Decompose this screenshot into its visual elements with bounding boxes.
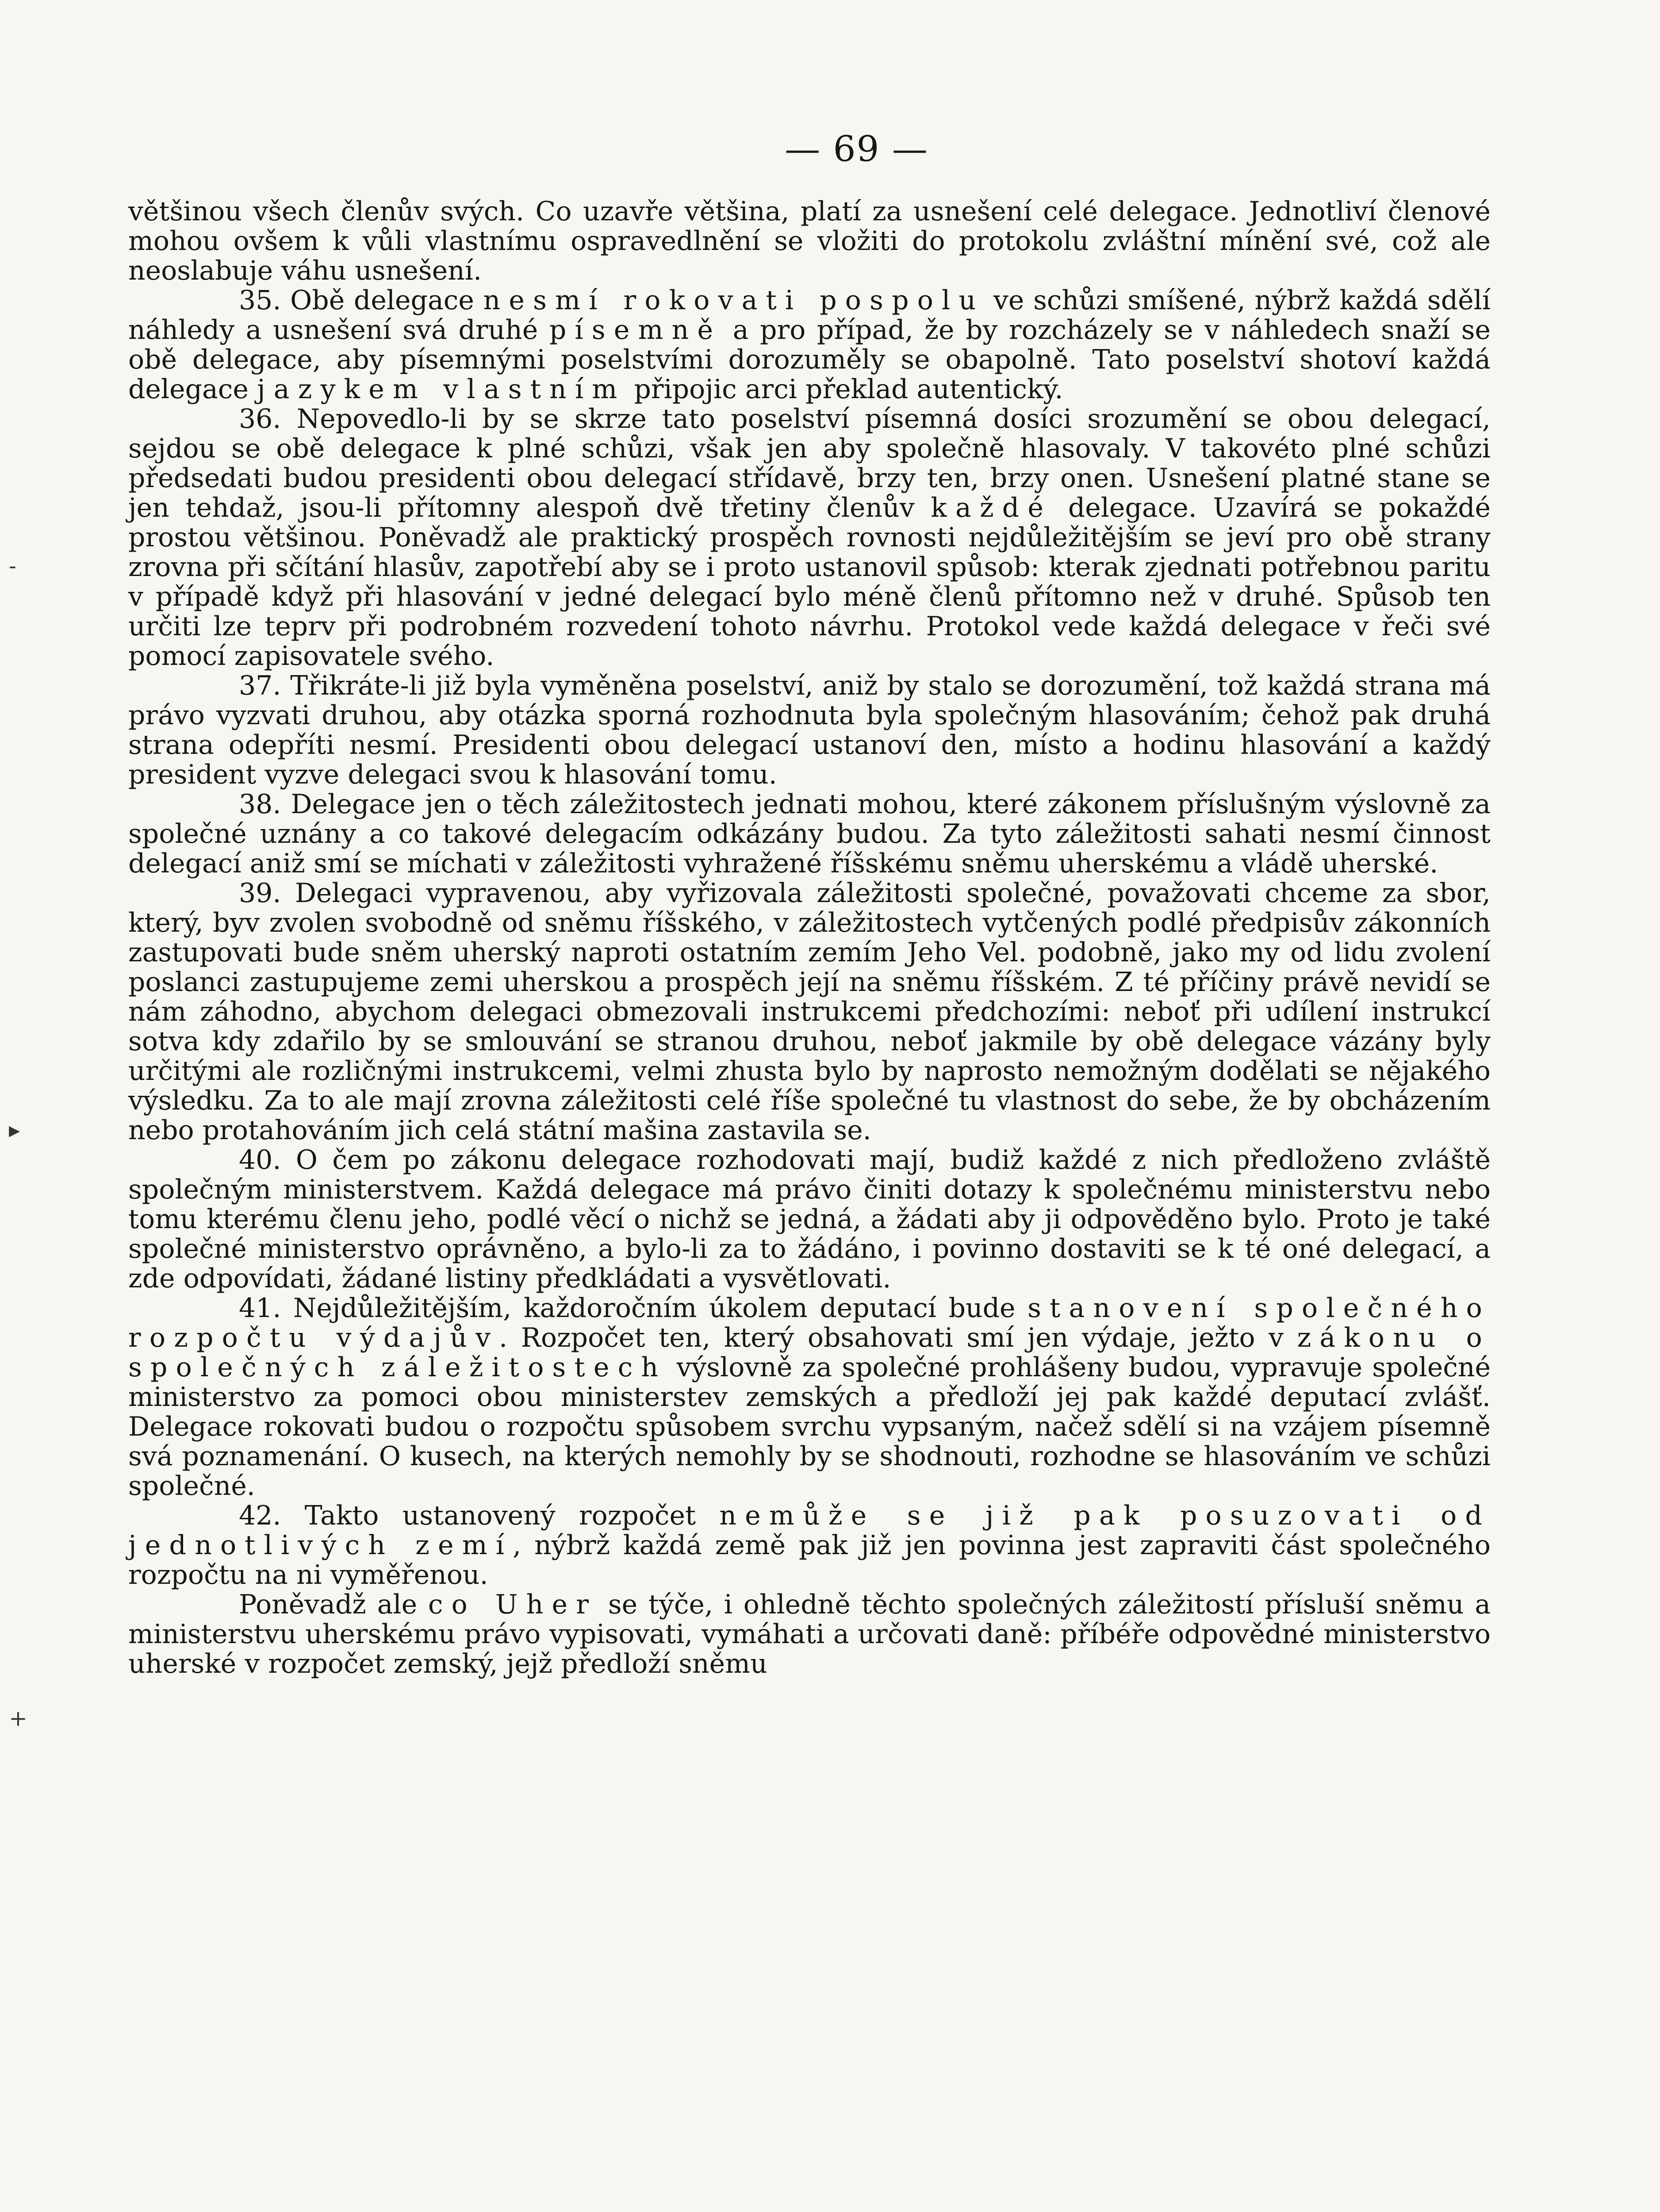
spaced-emphasis-text: jazykem vlastním [257, 374, 626, 405]
text-block [128, 197, 1491, 1679]
paragraph-text: 38. Delegace jen o těch záležitostech jednati mohou, které zákonem příslušným výslovně za společné uznány a co takové delegacím odkázány budou. Za tyto záležitosti sahati nesmí činnost delegací aniž smí se míchati v záležitosti vyhražené říšskému sněmu uherskému a vládě uherské. [128, 789, 1491, 879]
paragraph-text: 41. Nejdůležitějším, každoročním úkolem deputací bude [239, 1293, 1028, 1324]
paragraph-text: , nýbrž každá země pak již jen povinna jest zapraviti část společného rozpočtu na ni vyměřenou. [128, 1530, 1491, 1590]
paragraph-p39 [128, 879, 1491, 1145]
spaced-emphasis-text: písemně [549, 315, 722, 346]
paragraph-p41 [128, 1294, 1491, 1501]
paragraph-p38 [128, 790, 1491, 879]
spaced-emphasis-text: co Uher [428, 1589, 598, 1620]
paragraph-text: 39. Delegaci vypravenou, aby vyřizovala záležitosti společné, považovati chceme za sbor, který, byv zvolen svobodně od sněmu říšského, v záležitostech vytčených podlé předpisův zákonních zastupovati bude sněm uherský naproti ostatním zemím Jeho Vel. podobně, jako my od lidu zvolení poslanci zastupujeme zemi uherskou a prospěch její na sněmu říšském. Z té příčiny právě nevidí se nám záhodno, abychom delegaci obmezovali instrukcemi předchozími: neboť při udílení instrukcí sotva kdy zdařilo by se smlouvání se stranou druhou, neboť jakmile by obě delegace vázány byly určitými ale rozličnými instrukcemi, velmi zhusta bylo by naprosto nemožným dodělati se nějakého výsledku. Za to ale mají zrovna záležitosti celé říše společné tu vlastnost do sebe, že by obcházením nebo protahováním jich celá státní mašina zastavila se. [128, 878, 1491, 1146]
margin-mark: + [9, 1705, 27, 1731]
paragraph-text: Poněvadž ale [239, 1589, 428, 1620]
page-number: — 69 — [785, 128, 928, 169]
spaced-emphasis-text: každé [931, 492, 1052, 523]
paragraph-text: 36. Nepovedlo-li by se skrze tato poselství písemná dosíci srozumění se obou delegací, sejdou se obě delegace k plné schůzi, však jen aby společně hlasovaly. V takovéto plné schůzi předsedati budou presidenti obou delegací střídavě, brzy ten, brzy onen. Usnešení platné stane se jen tehdaž, jsou-li přítomny alespoň dvě třetiny členův [128, 403, 1491, 523]
paragraph-text: výslovně za společné prohlášeny budou, vypravuje společné ministerstvo za pomoci obou ministerstev zemských a předloží jej pak každé deputací zvlášť. Delegace rokovati budou o rozpočtu spůsobem svrchu vypsaným, načež sdělí si na vzájem písemně svá poznamenání. O kusech, na kterých nemohly by se shodnouti, rozhodne se hlasováním ve schůzi společné. [128, 1352, 1491, 1502]
paragraph-text: delegace. Uzavírá se pokaždé prostou většinou. Poněvadž ale praktický prospěch rovnosti nejdůležitějším se jeví pro obě strany zrovna při sčítání hlasův, zapotřebí aby se i proto ustanovil spůsob: kterak zjednati potřebnou paritu v případě když při hlasování v jedné delegací bylo méně členů přítomno než v druhé. Spůsob ten určiti lze teprv při podrobném rozvedení tohoto návrhu. Protokol vede každá delegace v řeči své pomocí zapisovatele svého. [128, 492, 1491, 672]
paragraph-p40 [128, 1145, 1491, 1294]
spaced-emphasis-text: nesmí rokovati pospolu [483, 285, 985, 316]
paragraph-text: ve schůzi smíšené, nýbrž každá sdělí náhledy a usnešení svá druhé [128, 285, 1491, 346]
paragraph-p36 [128, 404, 1491, 671]
spaced-emphasis-text: stanovení společného rozpočtu výdajův [128, 1293, 1491, 1353]
paragraph-p42 [128, 1501, 1491, 1590]
paragraph-text: se týče, i ohledně těchto společných záležitostí přísluší sněmu a ministerstvu uherskému právo vypisovati, vymáhati a určovati daně: příbéře odpovědné ministerstvo uherské v rozpočet zemský, jejž předloží sněmu [128, 1589, 1491, 1679]
margin-mark: ▸ [9, 1117, 20, 1143]
paragraph-text: 37. Třikráte-li již byla vyměněna poselství, aniž by stalo se dorozumění, tož každá strana má právo vyzvati druhou, aby otázka sporná rozhodnuta byla společným hlasováním; čehož pak druhá strana odepříti nesmí. Presidenti obou delegací ustanoví den, místo a hodinu hlasování a každý president vyzve delegaci svou k hlasování tomu. [128, 670, 1491, 790]
margin-mark: - [9, 553, 16, 579]
paragraph-p35 [128, 286, 1491, 404]
paragraph-p43 [128, 1590, 1491, 1679]
paragraph-p37 [128, 671, 1491, 790]
spaced-emphasis-text: nemůže se již pak posuzovati od jednotlivých zemí [128, 1500, 1491, 1561]
paragraph-text: 40. O čem po zákonu delegace rozhodovati mají, budiž každé z nich předloženo zvláště společným ministerstvem. Každá delegace má právo činiti dotazy k společnému ministerstvu nebo tomu kterému členu jeho, podlé věcí o nichž se jedná, a žádati aby ji odpověděno bylo. Proto je také společné ministerstvo oprávněno, a bylo-li za to žádáno, i povinno dostaviti se k té oné delegací, a zde odpovídati, žádané listiny předkládati a vysvětlovati. [128, 1144, 1491, 1294]
paragraph-text: 35. Obě delegace [239, 285, 483, 316]
paragraph-text: 42. Takto ustanovený rozpočet [239, 1500, 720, 1531]
paragraph-text: připojic arci překlad autentický. [625, 374, 1063, 405]
paragraph-text: většinou všech členův svých. Co uzavře většina, platí za usnešení celé delegace. Jednotliví členové mohou ovšem k vůli vlastnímu ospravedlnění se vložiti do protokolu zvláštní mínění své, což ale neoslabuje váhu usnešení. [128, 196, 1491, 286]
spaced-emphasis-text: zákonu o společných záležitostech [128, 1322, 1491, 1383]
paragraph-p0 [128, 197, 1491, 286]
paragraph-text: . Rozpočet ten, který obsahovati smí jen výdaje, ježto v [499, 1322, 1297, 1353]
paragraph-text: a pro případ, že by rozcházely se v náhledech snaží se obě delegace, aby písemnými poselstvími dorozuměly se obapolně. Tato poselství shotoví každá delegace [128, 315, 1491, 405]
